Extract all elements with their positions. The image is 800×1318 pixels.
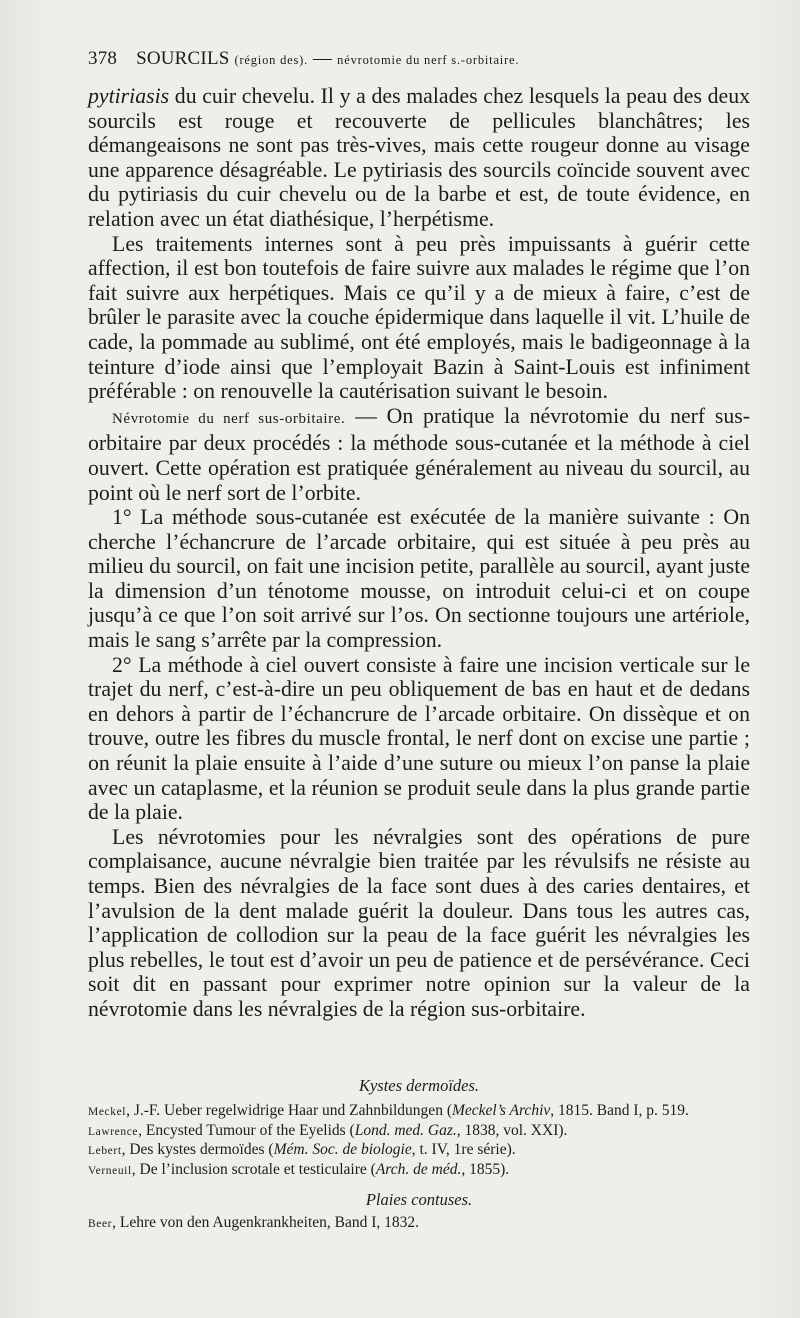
reference	[88, 1122, 768, 1142]
italic-term: pytiriasis	[88, 84, 170, 108]
reference	[88, 1102, 768, 1122]
ref-text: De l’inclusion scrotale et testiculaire (	[135, 1160, 376, 1178]
page-number: 378	[88, 48, 118, 69]
paragraph	[88, 404, 750, 505]
ref-text: Lehre von den Augenkrankheiten, Band I, 1832.	[115, 1214, 420, 1231]
ref-source: Meckel’s Archiv	[451, 1102, 551, 1119]
reference	[88, 1214, 768, 1234]
ref-source: Mém. Soc. de biologie	[273, 1141, 412, 1159]
section-title: Plaies contuses.	[365, 1190, 473, 1209]
paragraph: Les névrotomies pour les névralgies sont des opérations de pure complaisance, aucune névralgie bien traitée par les révulsifs ne résiste au temps. Bien des névralgies de la face sont dues à des caries dentaires, et l’avulsion de la dent malade guérit la douleur. Dans tous les autres cas, l’application de collodion sur la peau de la face guérit les névralgies les plus rebelles, le tout est d’avoir un peu de patience et de persévérance. Ceci soit dit en passant pour exprimer notre opinion sur la valeur de la névrotomie dans les névralgies de la région sus-orbitaire.	[88, 824, 750, 1021]
ref-author-rest: , J.-F.	[126, 1102, 161, 1119]
header-title: SOURCILS	[136, 48, 230, 69]
running-header	[88, 48, 750, 70]
ref-text: , 1815. Band I, p. 519.	[550, 1102, 689, 1119]
paragraph: 2° La méthode à ciel ouvert consiste à faire une incision verticale sur le trajet du nerf, c’est-à-dire un peu obliquement de bas en haut et de dedans en dehors à partir de l’échancrure de l’arcade orbitaire. On dissèque et on trouve, outre les fibres du muscle frontal, le nerf dont on excise une partie ; on réunit la plaie ensuite à l’aide d’une suture ou mieux l’on panse la plaie avec un cataplasme, et la réunion se produit seule dans la plus grande partie de la plaie.	[88, 652, 750, 825]
section-lead: Névrotomie du nerf sus-orbitaire.	[112, 410, 346, 427]
header-region: (région des).	[234, 53, 309, 67]
ref-author-rest: ,	[121, 1141, 126, 1159]
ref-source: Arch. de méd.	[375, 1160, 462, 1178]
ref-text: , t. IV, 1re série).	[411, 1141, 516, 1159]
paragraph-text: du cuir chevelu. Il y a des malades chez lesquels la peau des deux sourcils est rouge et recouverte de pellicules blanchâtres; les démangeaisons ne sont pas très-vives, mais cette rougeur donne au visage une apparence désagréable. Le pytiriasis des sourcils coïncide souvent avec du pytiriasis du cuir chevelu ou de la barbe et est, de toute évidence, en relation avec un état diathésique, l’herpétisme.	[88, 84, 750, 231]
ref-author-rest: ,	[138, 1121, 143, 1139]
paragraph	[88, 84, 750, 232]
ref-author-rest: ,	[112, 1214, 116, 1231]
ref-author: Lebert	[88, 1145, 122, 1158]
ref-text: , 1855).	[461, 1160, 510, 1178]
section-title: Kystes dermoïdes.	[358, 1076, 480, 1095]
ref-source: Lond. med. Gaz.	[354, 1121, 457, 1139]
ref-text: , 1838, vol. XXI).	[456, 1121, 568, 1139]
ref-author: Meckel	[88, 1106, 127, 1118]
ref-author: Lawrence	[88, 1125, 139, 1138]
header-dash: —	[313, 48, 333, 69]
ref-text: Encysted Tumour of the Eyelids (	[142, 1121, 355, 1139]
ref-author: Beer	[88, 1218, 113, 1230]
body-text	[88, 84, 750, 1022]
reference	[88, 1161, 768, 1181]
header-subtitle: névrotomie du nerf s.-orbitaire.	[337, 53, 520, 67]
ref-text: Ueber regelwidrige Haar und Zahnbildungen (	[160, 1102, 452, 1119]
reference	[88, 1141, 768, 1161]
paragraph-text: — On pratique la névrotomie du nerf sus-orbitaire par deux procédés : la méthode sous-cutanée et la méthode à ciel ouvert. Cette opération est pratiquée généralement au niveau du sourcil, au point où le nerf sort de l’orbite.	[88, 403, 751, 505]
ref-author-rest: ,	[131, 1160, 136, 1178]
ref-author: Verneuil	[88, 1164, 132, 1177]
reference-list	[88, 1102, 768, 1180]
paragraph: 1° La méthode sous-cutanée est exécutée de la manière suivante : On cherche l’échancrure de l’arcade orbitaire, qui est située à peu près au milieu du sourcil, on fait une incision petite, parallèle au sourcil, ayant juste la dimension d’un ténotome mousse, on introduit celui-ci et on coupe jusqu’à ce que l’on soit arrivé sur l’os. On sectionne toujours une artériole, mais le sang s’arrête par la compression.	[88, 505, 750, 653]
ref-text: Des kystes dermoïdes (	[125, 1141, 274, 1159]
paragraph: Les traitements internes sont à peu près impuissants à guérir cette affection, il est bon toutefois de faire suivre aux malades le régime que l’on fait suivre aux herpétiques. Mais ce qu’il y a de mieux à faire, c’est de brûler le parasite avec la couche épidermique dans laquelle il vit. L’huile de cade, la pommade au sublimé, ont été employés, mais le badigeonnage à la teinture d’iode ainsi que l’employait Bazin à Saint-Louis est infiniment préférable : on renouvelle la cautérisation suivant le besoin.	[88, 231, 750, 404]
reference-list	[88, 1214, 768, 1234]
